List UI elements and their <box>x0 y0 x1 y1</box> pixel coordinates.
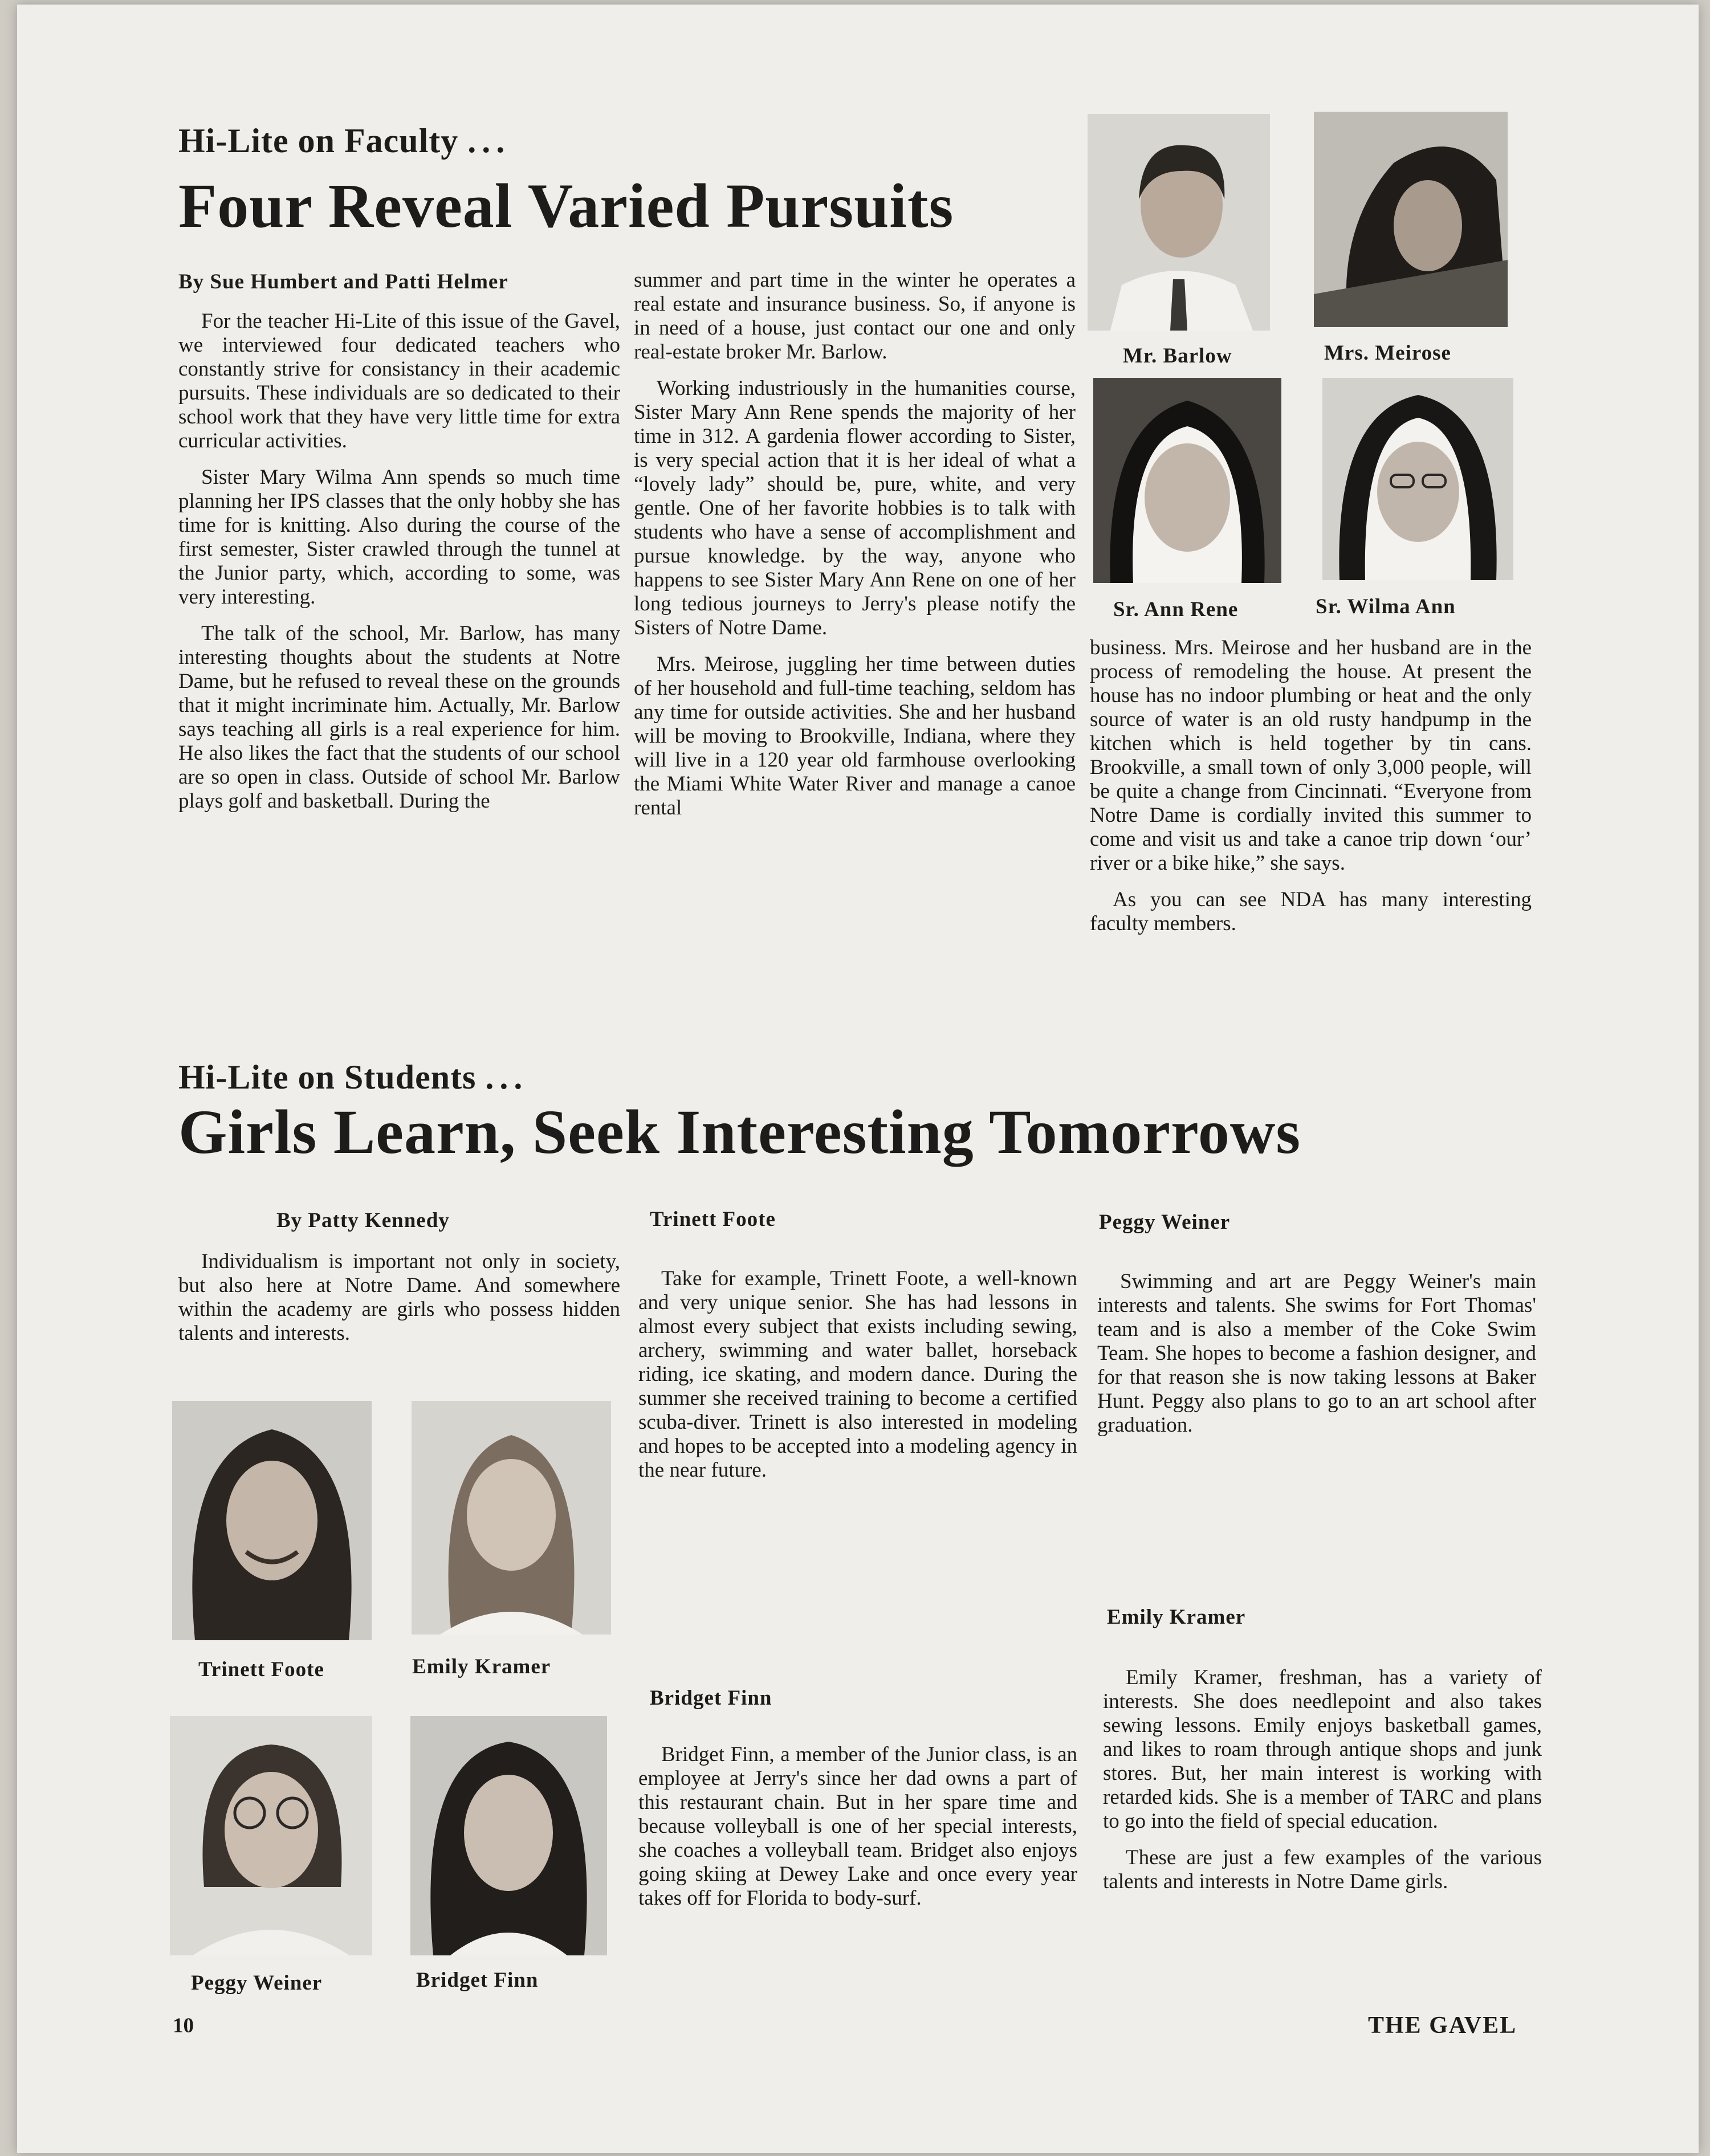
students-byline: By Patty Kennedy <box>276 1209 450 1232</box>
faculty-col2-paragraph: Mrs. Meirose, juggling her time between duties of her household and full-time teaching, seldom has any time for outside activities. She and her husband will be moving to Brookville, Indiana, where they will live in a 120 year old farmhouse overlooking the Miami White Water River and manage a canoe rental <box>634 653 1076 820</box>
caption-bridget-finn: Bridget Finn <box>416 1968 539 1992</box>
caption-peggy-weiner: Peggy Weiner <box>191 1971 323 1995</box>
faculty-col3-paragraph: business. Mrs. Meirose and her husband are in the process of remodeling the house. At present the house has no indoor plumbing or heat and the only source of water is an old rusty handpump in the kitchen which is held together by tin cans. Brookville, a small town of only 3,000 people, will be quite a change from Cincinnati. “Everyone from Notre Dame is cordially invited this summer to come and visit us and take a canoe trip down ‘our’ river or a bike hike,” she says. <box>1090 636 1532 875</box>
faculty-byline: By Sue Humbert and Patti Helmer <box>178 270 508 294</box>
photo-sr-wilma-ann <box>1322 378 1513 580</box>
faculty-col3-paragraph: As you can see NDA has many interesting faculty members. <box>1090 888 1532 935</box>
photo-bridget-finn <box>410 1716 607 1955</box>
page-number: 10 <box>173 2014 194 2037</box>
caption-mr-barlow: Mr. Barlow <box>1123 344 1232 368</box>
photo-trinett-foote <box>172 1401 372 1640</box>
faculty-col2-paragraph: summer and part time in the winter he operates a real estate and insurance business. So, if anyone is in need of a house, just contact our one and only real-estate broker Mr. Barlow. <box>634 268 1076 364</box>
faculty-column-1 <box>178 309 620 813</box>
article-emily-kramer <box>1103 1666 1542 1894</box>
subhead-trinett-foote: Trinett Foote <box>650 1208 776 1231</box>
caption-sr-ann-rene: Sr. Ann Rene <box>1113 598 1239 621</box>
photo-mrs-meirose <box>1314 112 1508 327</box>
caption-trinett-foote: Trinett Foote <box>198 1658 324 1681</box>
subhead-bridget-finn: Bridget Finn <box>650 1686 772 1710</box>
students-intro-paragraph: Individualism is important not only in society, but also here at Notre Dame. And somewhere within the academy are girls who possess hidden talents and interests. <box>178 1250 620 1345</box>
caption-emily-kramer: Emily Kramer <box>412 1655 551 1678</box>
article-bridget-finn-text: Bridget Finn, a member of the Junior class, is an employee at Jerry's since her dad owns a part of this restaurant chain. But in her spare time and because volleyball is one of her special interests, she coaches a volleyball team. Bridget also enjoys going skiing at Dewey Lake and once every year takes off for Florida to body-surf. <box>638 1743 1077 1910</box>
students-headline: Girls Learn, Seek Interesting Tomorrows <box>178 1097 1301 1167</box>
subhead-peggy-weiner: Peggy Weiner <box>1099 1211 1231 1234</box>
faculty-kicker: Hi-Lite on Faculty <box>178 122 459 160</box>
article-peggy-weiner-text: Swimming and art are Peggy Weiner's main interests and talents. She swims for Fort Thomas' team and is also a member of the Coke Swim Team. She hopes to become a fashion designer, and for that reason she is now taking lessons at Baker Hunt. Peggy also plans to go to an art school after graduation. <box>1097 1270 1536 1437</box>
faculty-kicker-line <box>178 121 510 161</box>
article-bridget-finn <box>638 1743 1077 1910</box>
article-emily-kramer-text: Emily Kramer, freshman, has a variety of interests. She does needlepoint and also takes sewing lessons. Emily enjoys basketball games, and likes to roam through antique shops and junk stores. But, her main interest is working with retarded kids. She is a member of TARC and plans to go into the field of special education. <box>1103 1666 1542 1833</box>
faculty-column-3 <box>1090 636 1532 936</box>
caption-mrs-meirose: Mrs. Meirose <box>1324 341 1451 365</box>
students-kicker-line <box>178 1058 528 1097</box>
magazine-page <box>17 5 1699 2153</box>
article-peggy-weiner <box>1097 1270 1536 1437</box>
photo-mr-barlow <box>1088 114 1270 331</box>
article-trinett-foote <box>638 1267 1077 1482</box>
faculty-col1-paragraph: Sister Mary Wilma Ann spends so much time planning her IPS classes that the only hobby she has time for is knitting. Also during the course of the first semester, Sister crawled through the tunnel at the Junior party, which, according to some, was very interesting. <box>178 466 620 609</box>
faculty-col1-paragraph: The talk of the school, Mr. Barlow, has many interesting thoughts about the students at Notre Dame, but he refused to reveal these on the grounds that it might incriminate him. Actually, Mr. Barlow says teaching all girls is a real experience for him. He also likes the fact that the students of our school are so open in class. Outside of school Mr. Barlow plays golf and basketball. During the <box>178 622 620 813</box>
photo-sr-ann-rene <box>1093 378 1281 583</box>
faculty-col1-paragraph: For the teacher Hi-Lite of this issue of the Gavel, we interviewed four dedicated teachers who constantly strive for consistancy in their academic pursuits. These individuals are so dedicated to their school work that they have very little time for extra curricular activities. <box>178 309 620 453</box>
article-emily-kramer-closing: These are just a few examples of the various talents and interests in Notre Dame girls. <box>1103 1846 1542 1893</box>
faculty-headline: Four Reveal Varied Pursuits <box>178 171 954 241</box>
faculty-column-2 <box>634 268 1076 820</box>
caption-sr-wilma-ann: Sr. Wilma Ann <box>1316 595 1456 618</box>
students-intro <box>178 1250 620 1346</box>
faculty-col2-paragraph: Working industriously in the humanities course, Sister Mary Ann Rene spends the majority of her time in 312. A gardenia flower according to Sister, is very special action that it is her ideal of what a “lovely lady” should be, pure, white, and very gentle. One of her favorite hobbies is to talk with students who have a sense of accomplishment and pursue knowledge. by the way, anyone who happens to see Sister Mary Ann Rene on one of her long tedious journeys to Jerry's please notify the Sisters of Notre Dame. <box>634 377 1076 639</box>
students-kicker: Hi-Lite on Students <box>178 1058 477 1096</box>
photo-emily-kramer <box>412 1401 611 1635</box>
students-kicker-dots: ... <box>485 1058 528 1096</box>
publication-name: THE GAVEL <box>1368 2012 1517 2039</box>
subhead-emily-kramer: Emily Kramer <box>1107 1605 1246 1629</box>
faculty-kicker-dots: ... <box>467 122 511 160</box>
article-trinett-foote-text: Take for example, Trinett Foote, a well-known and very unique senior. She has had lessons in almost every subject that exists including sewing, archery, swimming and water ballet, horseback riding, ice skating, and modern dance. During the summer she received training to become a certified scuba-diver. Trinett is also interested in modeling and hopes to be accepted into a modeling agency in the near future. <box>638 1267 1077 1482</box>
photo-peggy-weiner <box>170 1716 372 1955</box>
